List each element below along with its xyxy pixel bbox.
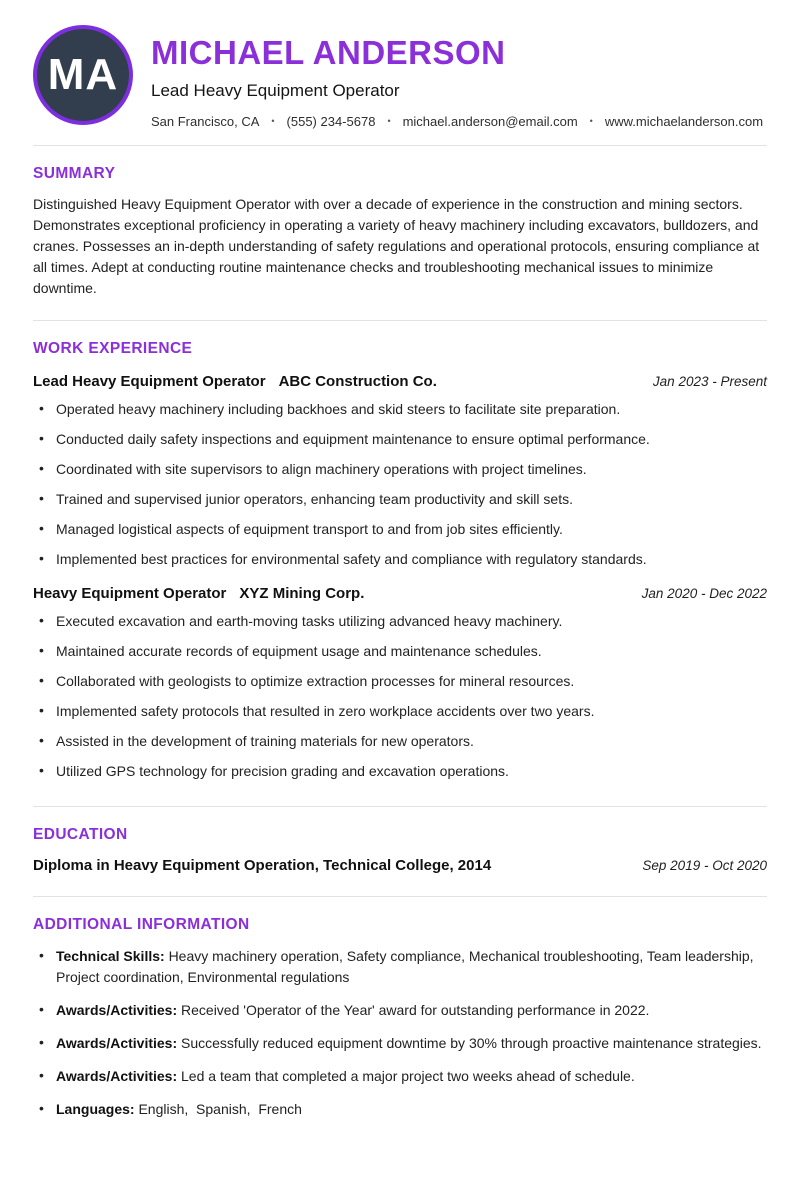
bullet-item: • Operated heavy machinery including backhoes and skid steers to facilitate site preparation. [39,399,767,420]
job-title-company [33,373,437,390]
additional-item-text: Heavy machinery operation, Safety compliance, Mechanical troubleshooting, Team leadership, Project coordination, Environmental regulations [56,948,758,986]
contact-row [151,114,763,129]
section-heading-work-experience: WORK EXPERIENCE [33,340,193,358]
additional-item [39,1033,767,1054]
bullet-item: • Conducted daily safety inspections and equipment maintenance to ensure optimal performance. [39,429,767,450]
additional-item [39,1000,767,1021]
job-dates: Jan 2023 - Present [652,374,767,390]
job-entry [33,585,767,782]
section-divider [33,145,767,146]
bullet-item: • Coordinated with site supervisors to align machinery operations with project timelines. [39,459,767,480]
job-company: ABC Construction Co. [278,373,437,391]
additional-item-label: Awards/Activities: [56,1035,178,1052]
section-divider [33,320,767,321]
header-text [151,25,763,129]
additional-item-text: Received 'Operator of the Year' award for outstanding performance in 2022. [181,1002,650,1019]
job-title-company [33,585,364,602]
bullet-item: • Utilized GPS technology for precision grading and excavation operations. [39,761,767,782]
section-heading-education: EDUCATION [33,826,128,844]
additional-item [39,946,767,988]
bullet-item: • Maintained accurate records of equipment usage and maintenance schedules. [39,641,767,662]
education-entry [33,857,767,874]
contact-location: San Francisco, CA [151,114,260,130]
additional-item-label: Awards/Activities: [56,1002,178,1019]
contact-website: www.michaelanderson.com [604,114,764,130]
job-bullet-list [33,399,767,570]
bullet-item: • Managed logistical aspects of equipment transport to and from job sites efficiently. [39,519,767,540]
job-entry-header [33,585,767,602]
job-entry-header [33,373,767,390]
contact-email: michael.anderson@email.com [402,114,578,130]
additional-item [39,1066,767,1087]
additional-item-text: English, Spanish, French [138,1101,302,1118]
section-divider [33,896,767,897]
additional-item-label: Technical Skills: [56,948,165,965]
bullet-separator-icon: • [387,116,391,127]
avatar [33,25,133,125]
bullet-separator-icon: • [589,116,593,127]
additional-info-list [33,946,767,1120]
bullet-item: • Implemented safety protocols that resulted in zero workplace accidents over two years. [39,701,767,722]
education-degree: Diploma in Heavy Equipment Operation, Technical College, 2014 [33,857,492,875]
bullet-item: • Trained and supervised junior operators, enhancing team productivity and skill sets. [39,489,767,510]
additional-item-label: Awards/Activities: [56,1068,178,1085]
additional-item [39,1099,767,1120]
job-title: Heavy Equipment Operator [33,585,227,603]
avatar-initials: MA [47,50,119,99]
section-divider [33,806,767,807]
person-name: MICHAEL ANDERSON [151,34,506,71]
education-dates: Sep 2019 - Oct 2020 [642,858,767,874]
section-heading-summary: SUMMARY [33,165,116,183]
section-heading-additional-information: ADDITIONAL INFORMATION [33,916,250,934]
job-entry [33,373,767,570]
bullet-item: • Assisted in the development of training materials for new operators. [39,731,767,752]
bullet-separator-icon: • [271,116,275,127]
job-dates: Jan 2020 - Dec 2022 [641,586,767,602]
additional-item-text: Successfully reduced equipment downtime by 30% through proactive maintenance strategies. [181,1035,762,1052]
job-company: XYZ Mining Corp. [239,585,365,603]
job-bullet-list [33,611,767,782]
additional-item-text: Led a team that completed a major project two weeks ahead of schedule. [181,1068,635,1085]
contact-phone: (555) 234-5678 [286,114,376,130]
summary-text: Distinguished Heavy Equipment Operator with over a decade of experience in the construction and mining sectors. Demonstrates exceptional proficiency in operating a variety of heavy machinery including excavators, bulldozers, and cranes. Possesses an in-depth understanding of safety regulations and operational protocols, ensuring compliance at all times. Adept at conducting routine maintenance checks and troubleshooting mechanical issues to minimize downtime. [33,196,760,297]
bullet-item: • Collaborated with geologists to optimize extraction processes for mineral resources. [39,671,767,692]
additional-item-label: Languages: [56,1101,135,1118]
bullet-item: • Implemented best practices for environmental safety and compliance with regulatory standards. [39,549,767,570]
person-title: Lead Heavy Equipment Operator [151,81,400,101]
bullet-item: • Executed excavation and earth-moving tasks utilizing advanced heavy machinery. [39,611,767,632]
job-title: Lead Heavy Equipment Operator [33,373,266,391]
resume-header [33,25,767,129]
